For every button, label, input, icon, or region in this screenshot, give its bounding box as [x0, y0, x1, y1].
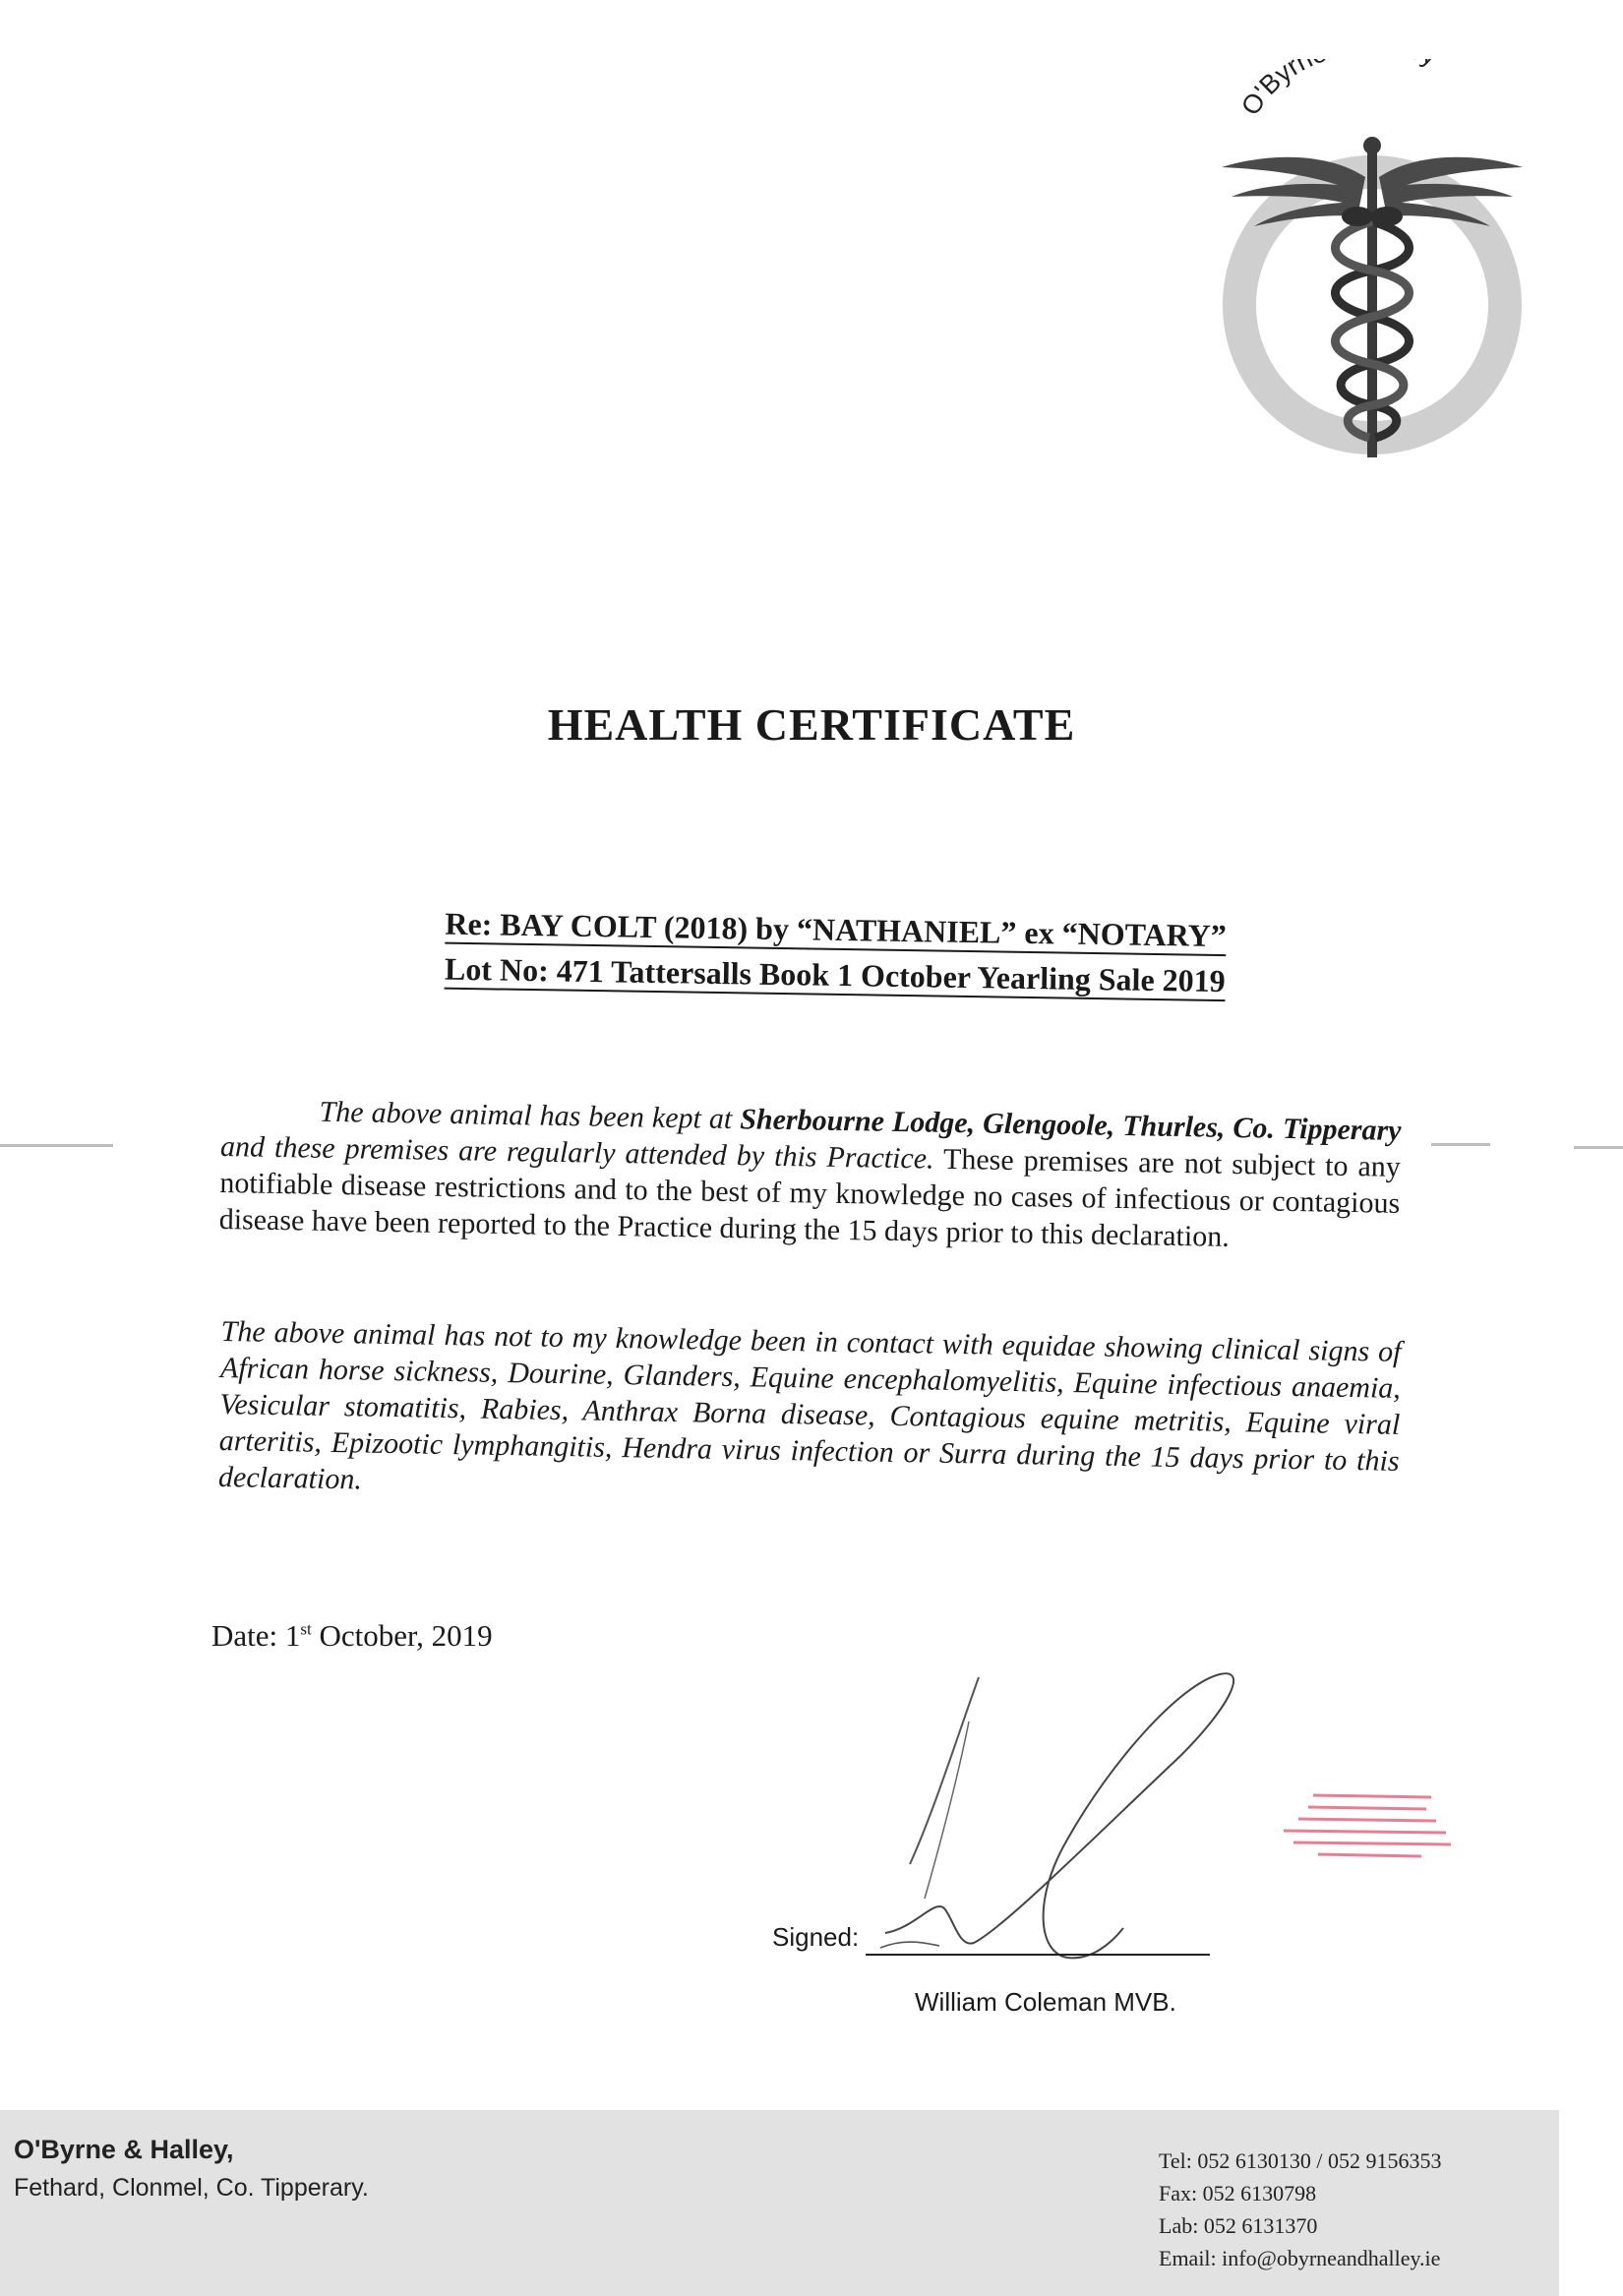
scan-mark [1431, 1143, 1490, 1146]
reference-line-horse: Re: BAY COLT (2018) by “NATHANIEL” ex “NOTARY” [445, 906, 1227, 956]
scan-mark [0, 1144, 113, 1147]
date-rest: October, 2019 [311, 1618, 493, 1653]
footer-lab: Lab: 052 6131370 [1159, 2213, 1318, 2238]
document-title: HEALTH CERTIFICATE [547, 699, 1076, 750]
signer-name: William Coleman MVB. [915, 1987, 1176, 2017]
scan-mark [1574, 1146, 1623, 1149]
letterhead-footer [0, 2110, 1559, 2296]
caduceus-icon [1210, 59, 1534, 472]
disease-contact-paragraph: The above animal has not to my knowledge been in contact with equidae showing clinical signs of African horse sickness, Dourine, Glanders, Equine encephalomyelitis, Equine infectious anaemia, Vesicular stomatitis, Rabies, Anthrax Borna disease, Contagious equine metritis, Equine viral arteritis, Epizootic lymphangitis, Hendra virus infection or Surra during the 15 days prior to this declaration. [217, 1314, 1402, 1496]
footer-tel: Tel: 052 6130130 / 052 9156353 [1159, 2148, 1442, 2173]
footer-address: Fethard, Clonmel, Co. Tipperary. [14, 2174, 369, 2202]
reference-block [402, 900, 1269, 1004]
logo-arc-text: O'Byrn [1234, 59, 1317, 121]
footer-company-name: O'Byrne & Halley, [14, 2135, 234, 2164]
handwritten-signature [866, 1662, 1279, 1987]
date-ordinal: st [300, 1619, 312, 1639]
premises-location: Sherbourne Lodge, Glengoole, Thurles, Co. Tipperary [739, 1103, 1402, 1147]
signature-line [866, 1954, 1210, 1956]
svg-text:O'Byrne & Halley [1235, 59, 1442, 121]
signed-label: Signed: [772, 1922, 860, 1952]
premises-attendance: and these premises are regularly attended by this Practice. [219, 1129, 934, 1176]
reference-line-lot: Lot No: 471 Tattersalls Book 1 October Yearling Sale 2019 [445, 951, 1226, 1001]
footer-email: Email: info@obyrneandhalley.ie [1159, 2246, 1441, 2270]
footer-contacts [1159, 2145, 1442, 2274]
premises-paragraph [218, 1092, 1401, 1258]
footer-fax: Fax: 052 6130798 [1159, 2181, 1317, 2205]
premises-intro: The above animal has been kept at [319, 1095, 733, 1136]
premises-declaration: These premises are not subject to any notifiable disease restrictions and to the best of my knowledge no cases of infectious or contagious disease have been reported to the Practice during the 15 days prior to this declaration. [218, 1142, 1402, 1253]
practice-stamp [1274, 1785, 1461, 1864]
date-label: Date: 1 [211, 1618, 301, 1653]
certificate-date [211, 1618, 493, 1654]
practice-logo [1210, 59, 1534, 472]
